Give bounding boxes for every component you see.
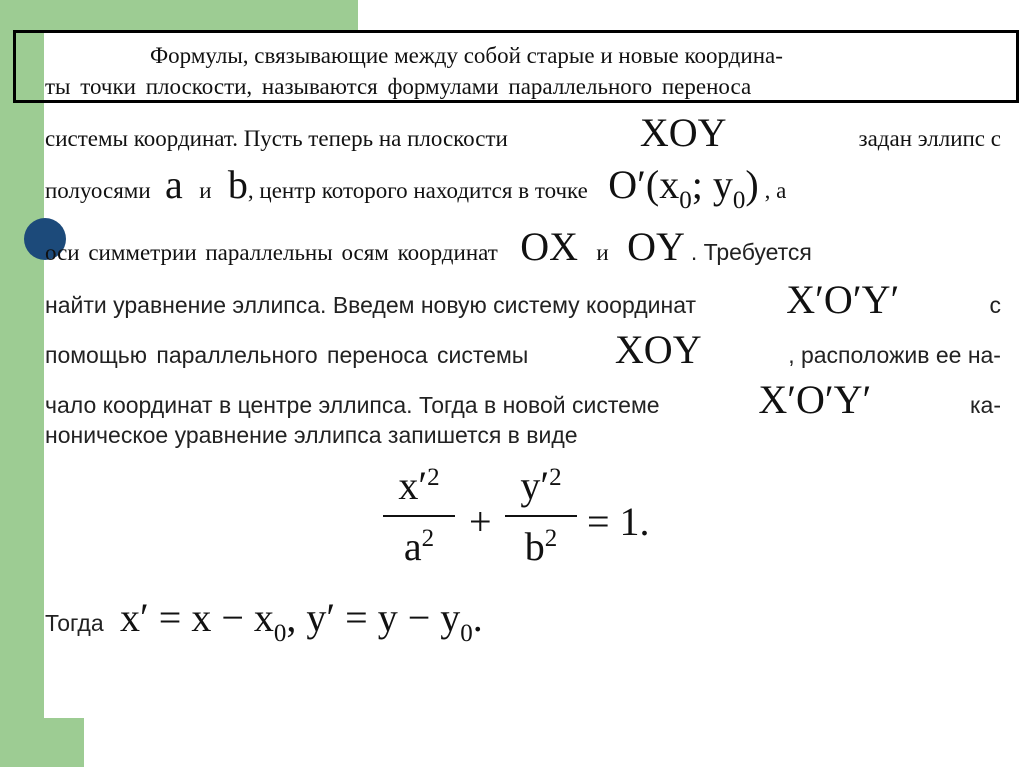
- text-segment: помощью параллельного переноса системы: [45, 342, 529, 368]
- text-segment: Тогда: [45, 610, 104, 636]
- text-segment: системы координат. Пусть теперь на плоскости: [45, 126, 508, 151]
- math-a: a: [165, 162, 183, 207]
- text-segment: , центр которого находится в точке: [247, 178, 588, 203]
- fraction-line: [383, 515, 455, 517]
- text-line-7: [45, 327, 1001, 372]
- math-center-point: $O'(x_0$; $y_0$): [608, 162, 759, 214]
- text-line-final: [45, 595, 1001, 647]
- decor-top-bar: [0, 0, 358, 30]
- math-b: b: [227, 162, 248, 207]
- text-segment: , расположив ее на-: [788, 342, 1001, 368]
- math-new-system: X′O′Y′: [758, 377, 872, 422]
- text-line-3: [45, 110, 1001, 155]
- text-line-2: [45, 75, 1001, 98]
- text-segment: ка-: [969, 392, 1001, 418]
- text-segment: , а: [764, 178, 787, 203]
- text-segment: чало координат в центре эллипса. Тогда в новой системе: [45, 392, 660, 418]
- math-ox: OX: [520, 224, 578, 269]
- plus-sign: +: [469, 499, 492, 544]
- math-xoy: XOY: [614, 327, 702, 372]
- numerator-y: $y'^2$: [520, 463, 562, 508]
- decor-left-bar: [0, 0, 44, 767]
- text-line-1: [150, 44, 1001, 67]
- text-segment: ноническое уравнение эллипса запишется в виде: [45, 422, 578, 448]
- math-oy: OY: [627, 224, 685, 269]
- math-transform: $x' = x - x_0$, $y' = y - y_0$.: [120, 595, 483, 647]
- text-line-8: [45, 377, 1001, 422]
- denominator-b: $b^2$: [524, 524, 558, 569]
- decor-bottom-bar: [0, 718, 84, 767]
- text-line-5: [45, 224, 1001, 269]
- math-xoy: XOY: [639, 110, 727, 155]
- text-segment: ты точки плоскости, называются формулами параллельного переноса: [45, 74, 752, 99]
- denominator-a: $a^2$: [403, 524, 435, 569]
- numerator-x: $x'^2$: [398, 463, 440, 508]
- math-new-system: X′O′Y′: [786, 277, 900, 322]
- equation-rhs: = 1.: [587, 499, 650, 544]
- text-segment: оси симметрии параллельны осям координат: [45, 240, 498, 265]
- text-segment: Формулы, связывающие между собой старые и новые координа-: [150, 43, 783, 68]
- text-line-6: [45, 277, 1001, 322]
- fraction-line: [505, 515, 577, 517]
- text-segment: с: [989, 292, 1001, 318]
- text-line-9: [45, 424, 1001, 447]
- text-segment: . Требуется: [690, 239, 812, 265]
- text-segment: и: [199, 178, 212, 203]
- text-segment: полуосями: [45, 178, 151, 203]
- text-segment: найти уравнение эллипса. Введем новую систему координат: [45, 292, 697, 318]
- fraction-x: [383, 462, 455, 570]
- text-segment: и: [596, 240, 609, 265]
- text-segment: задан эллипс с: [858, 126, 1001, 151]
- text-line-4: [45, 162, 1001, 214]
- fraction-y: [505, 462, 577, 570]
